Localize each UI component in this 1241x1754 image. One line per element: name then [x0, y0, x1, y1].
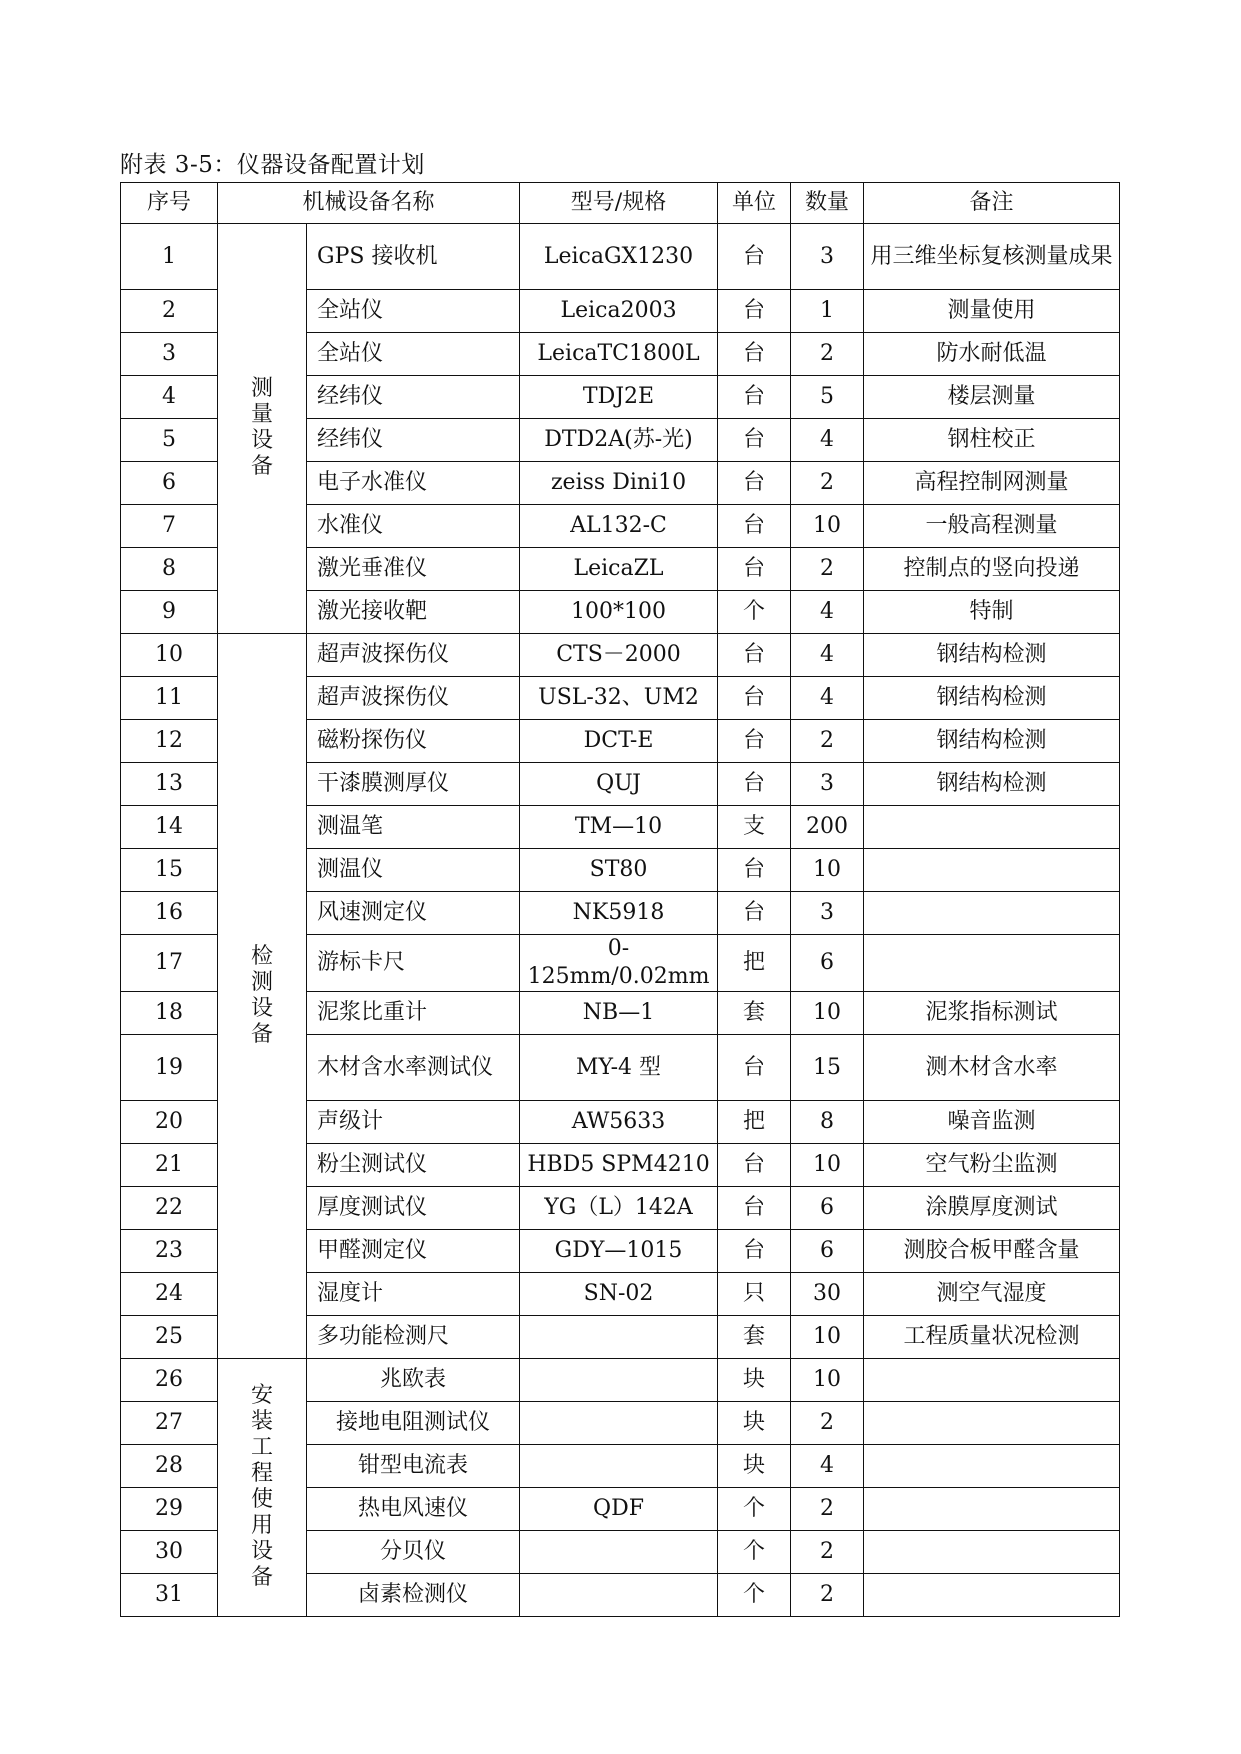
- row-unit: 个: [718, 1488, 791, 1531]
- row-model: [520, 1574, 718, 1617]
- row-name: 粉尘测试仪: [307, 1144, 520, 1187]
- category-label: 安装工程使用设备: [250, 1383, 273, 1590]
- table-row: [121, 634, 1120, 677]
- header-seq: 序号: [121, 183, 218, 224]
- row-note: [864, 806, 1120, 849]
- row-qty: 4: [791, 1445, 864, 1488]
- row-qty: 1: [791, 290, 864, 333]
- row-seq: 26: [121, 1359, 218, 1402]
- row-unit: 台: [718, 548, 791, 591]
- row-name: 磁粉探伤仪: [307, 720, 520, 763]
- row-unit: 台: [718, 634, 791, 677]
- row-note: 防水耐低温: [864, 333, 1120, 376]
- row-note: [864, 892, 1120, 935]
- row-note: 钢结构检测: [864, 763, 1120, 806]
- row-note: [864, 1488, 1120, 1531]
- row-model: [520, 1445, 718, 1488]
- row-model: QDF: [520, 1488, 718, 1531]
- row-unit: 台: [718, 763, 791, 806]
- row-unit: 把: [718, 935, 791, 992]
- row-unit: 台: [718, 290, 791, 333]
- row-qty: 2: [791, 1574, 864, 1617]
- row-qty: 2: [791, 462, 864, 505]
- row-name: GPS 接收机: [307, 224, 520, 290]
- row-note: 钢结构检测: [864, 634, 1120, 677]
- row-seq: 21: [121, 1144, 218, 1187]
- category-label: 测量设备: [250, 376, 273, 479]
- row-note: 一般高程测量: [864, 505, 1120, 548]
- row-seq: 8: [121, 548, 218, 591]
- row-note: 测木材含水率: [864, 1035, 1120, 1101]
- row-seq: 19: [121, 1035, 218, 1101]
- row-qty: 4: [791, 591, 864, 634]
- row-qty: 200: [791, 806, 864, 849]
- row-model: DCT-E: [520, 720, 718, 763]
- row-seq: 15: [121, 849, 218, 892]
- row-model: NK5918: [520, 892, 718, 935]
- row-unit: 支: [718, 806, 791, 849]
- row-name: 经纬仪: [307, 376, 520, 419]
- row-name: 激光垂准仪: [307, 548, 520, 591]
- row-note: [864, 1574, 1120, 1617]
- row-model: TDJ2E: [520, 376, 718, 419]
- row-seq: 17: [121, 935, 218, 992]
- row-qty: 6: [791, 935, 864, 992]
- header-unit: 单位: [718, 183, 791, 224]
- category-cell: [218, 224, 307, 634]
- header-name: 机械设备名称: [218, 183, 520, 224]
- row-seq: 9: [121, 591, 218, 634]
- row-seq: 22: [121, 1187, 218, 1230]
- row-name: 接地电阻测试仪: [307, 1402, 520, 1445]
- row-note: [864, 1445, 1120, 1488]
- row-name: 干漆膜测厚仪: [307, 763, 520, 806]
- row-seq: 6: [121, 462, 218, 505]
- table-caption: 附表 3-5：仪器设备配置计划: [120, 152, 425, 178]
- row-model: YG（L）142A: [520, 1187, 718, 1230]
- row-qty: 2: [791, 1488, 864, 1531]
- row-unit: 台: [718, 505, 791, 548]
- row-name: 经纬仪: [307, 419, 520, 462]
- row-note: 楼层测量: [864, 376, 1120, 419]
- row-note: [864, 1531, 1120, 1574]
- row-qty: 4: [791, 419, 864, 462]
- row-qty: 6: [791, 1187, 864, 1230]
- row-name: 测温笔: [307, 806, 520, 849]
- row-unit: 台: [718, 849, 791, 892]
- row-name: 全站仪: [307, 290, 520, 333]
- row-note: [864, 1402, 1120, 1445]
- row-qty: 3: [791, 892, 864, 935]
- row-name: 多功能检测尺: [307, 1316, 520, 1359]
- row-seq: 7: [121, 505, 218, 548]
- row-seq: 25: [121, 1316, 218, 1359]
- row-model: AL132-C: [520, 505, 718, 548]
- row-unit: 把: [718, 1101, 791, 1144]
- row-model: [520, 1531, 718, 1574]
- row-qty: 4: [791, 677, 864, 720]
- row-name: 风速测定仪: [307, 892, 520, 935]
- row-qty: 10: [791, 1359, 864, 1402]
- row-qty: 2: [791, 1402, 864, 1445]
- row-name: 电子水准仪: [307, 462, 520, 505]
- row-unit: 台: [718, 892, 791, 935]
- row-seq: 13: [121, 763, 218, 806]
- row-model: MY-4 型: [520, 1035, 718, 1101]
- row-model: SN-02: [520, 1273, 718, 1316]
- row-seq: 20: [121, 1101, 218, 1144]
- row-seq: 10: [121, 634, 218, 677]
- row-unit: 台: [718, 1144, 791, 1187]
- row-seq: 3: [121, 333, 218, 376]
- row-note: 工程质量状况检测: [864, 1316, 1120, 1359]
- row-unit: 块: [718, 1359, 791, 1402]
- row-name: 木材含水率测试仪: [307, 1035, 520, 1101]
- row-qty: 2: [791, 720, 864, 763]
- row-unit: 套: [718, 1316, 791, 1359]
- row-name: 声级计: [307, 1101, 520, 1144]
- row-qty: 6: [791, 1230, 864, 1273]
- row-note: 涂膜厚度测试: [864, 1187, 1120, 1230]
- row-model: GDY—1015: [520, 1230, 718, 1273]
- row-unit: 台: [718, 419, 791, 462]
- row-qty: 4: [791, 634, 864, 677]
- row-unit: 个: [718, 1531, 791, 1574]
- row-name: 测温仪: [307, 849, 520, 892]
- table-row: [121, 1359, 1120, 1402]
- row-note: 控制点的竖向投递: [864, 548, 1120, 591]
- row-model: 100*100: [520, 591, 718, 634]
- row-unit: 台: [718, 1035, 791, 1101]
- row-model: [520, 1402, 718, 1445]
- row-unit: 台: [718, 376, 791, 419]
- row-name: 泥浆比重计: [307, 992, 520, 1035]
- row-name: 甲醛测定仪: [307, 1230, 520, 1273]
- row-seq: 1: [121, 224, 218, 290]
- row-note: 空气粉尘监测: [864, 1144, 1120, 1187]
- row-qty: 2: [791, 333, 864, 376]
- row-seq: 5: [121, 419, 218, 462]
- row-note: 高程控制网测量: [864, 462, 1120, 505]
- row-name: 水准仪: [307, 505, 520, 548]
- row-seq: 18: [121, 992, 218, 1035]
- row-unit: 台: [718, 677, 791, 720]
- row-qty: 10: [791, 992, 864, 1035]
- header-qty: 数量: [791, 183, 864, 224]
- header-row: [121, 183, 1120, 224]
- row-qty: 10: [791, 505, 864, 548]
- row-name: 卤素检测仪: [307, 1574, 520, 1617]
- row-name: 钳型电流表: [307, 1445, 520, 1488]
- category-cell: [218, 1359, 307, 1617]
- row-seq: 11: [121, 677, 218, 720]
- row-seq: 31: [121, 1574, 218, 1617]
- row-seq: 29: [121, 1488, 218, 1531]
- row-note: 泥浆指标测试: [864, 992, 1120, 1035]
- row-model: CTS－2000: [520, 634, 718, 677]
- row-qty: 3: [791, 763, 864, 806]
- row-note: 钢结构检测: [864, 720, 1120, 763]
- row-model: TM—10: [520, 806, 718, 849]
- row-unit: 只: [718, 1273, 791, 1316]
- row-seq: 28: [121, 1445, 218, 1488]
- row-note: 噪音监测: [864, 1101, 1120, 1144]
- row-unit: 台: [718, 1187, 791, 1230]
- row-model: Leica2003: [520, 290, 718, 333]
- row-qty: 3: [791, 224, 864, 290]
- row-model: DTD2A(苏-光): [520, 419, 718, 462]
- row-unit: 块: [718, 1402, 791, 1445]
- row-unit: 台: [718, 1230, 791, 1273]
- row-qty: 10: [791, 1144, 864, 1187]
- row-name: 厚度测试仪: [307, 1187, 520, 1230]
- equipment-table: [120, 182, 1120, 1617]
- row-note: 钢柱校正: [864, 419, 1120, 462]
- row-note: 测量使用: [864, 290, 1120, 333]
- header-model: 型号/规格: [520, 183, 718, 224]
- row-note: [864, 1359, 1120, 1402]
- row-model: LeicaZL: [520, 548, 718, 591]
- row-name: 超声波探伤仪: [307, 634, 520, 677]
- row-qty: 5: [791, 376, 864, 419]
- row-note: [864, 935, 1120, 992]
- row-unit: 台: [718, 720, 791, 763]
- row-model: USL-32、UM2: [520, 677, 718, 720]
- row-seq: 30: [121, 1531, 218, 1574]
- row-model: zeiss Dini10: [520, 462, 718, 505]
- row-note: 钢结构检测: [864, 677, 1120, 720]
- row-model: AW5633: [520, 1101, 718, 1144]
- row-model: HBD5 SPM4210: [520, 1144, 718, 1187]
- row-note: [864, 849, 1120, 892]
- row-unit: 台: [718, 462, 791, 505]
- row-name: 游标卡尺: [307, 935, 520, 992]
- row-note: 测胶合板甲醛含量: [864, 1230, 1120, 1273]
- table-row: [121, 224, 1120, 290]
- row-qty: 2: [791, 548, 864, 591]
- row-note: 特制: [864, 591, 1120, 634]
- row-name: 分贝仪: [307, 1531, 520, 1574]
- row-unit: 块: [718, 1445, 791, 1488]
- row-model: LeicaTC1800L: [520, 333, 718, 376]
- row-model: 0-125mm/0.02mm: [520, 935, 718, 992]
- row-unit: 台: [718, 333, 791, 376]
- row-unit: 个: [718, 1574, 791, 1617]
- row-name: 湿度计: [307, 1273, 520, 1316]
- row-unit: 套: [718, 992, 791, 1035]
- row-name: 兆欧表: [307, 1359, 520, 1402]
- row-name: 全站仪: [307, 333, 520, 376]
- row-seq: 24: [121, 1273, 218, 1316]
- row-seq: 23: [121, 1230, 218, 1273]
- row-seq: 12: [121, 720, 218, 763]
- row-qty: 10: [791, 1316, 864, 1359]
- row-qty: 8: [791, 1101, 864, 1144]
- row-seq: 14: [121, 806, 218, 849]
- row-seq: 2: [121, 290, 218, 333]
- row-model: [520, 1359, 718, 1402]
- row-seq: 16: [121, 892, 218, 935]
- category-cell: [218, 634, 307, 1359]
- row-model: ST80: [520, 849, 718, 892]
- row-model: NB—1: [520, 992, 718, 1035]
- row-seq: 27: [121, 1402, 218, 1445]
- row-model: QUJ: [520, 763, 718, 806]
- row-name: 超声波探伤仪: [307, 677, 520, 720]
- row-qty: 10: [791, 849, 864, 892]
- row-qty: 30: [791, 1273, 864, 1316]
- row-model: [520, 1316, 718, 1359]
- row-name: 激光接收靶: [307, 591, 520, 634]
- row-unit: 个: [718, 591, 791, 634]
- row-seq: 4: [121, 376, 218, 419]
- row-unit: 台: [718, 224, 791, 290]
- row-qty: 2: [791, 1531, 864, 1574]
- header-note: 备注: [864, 183, 1120, 224]
- category-label: 检测设备: [250, 943, 273, 1047]
- row-note: 用三维坐标复核测量成果: [864, 224, 1120, 290]
- row-note: 测空气湿度: [864, 1273, 1120, 1316]
- row-name: 热电风速仪: [307, 1488, 520, 1531]
- row-qty: 15: [791, 1035, 864, 1101]
- row-model: LeicaGX1230: [520, 224, 718, 290]
